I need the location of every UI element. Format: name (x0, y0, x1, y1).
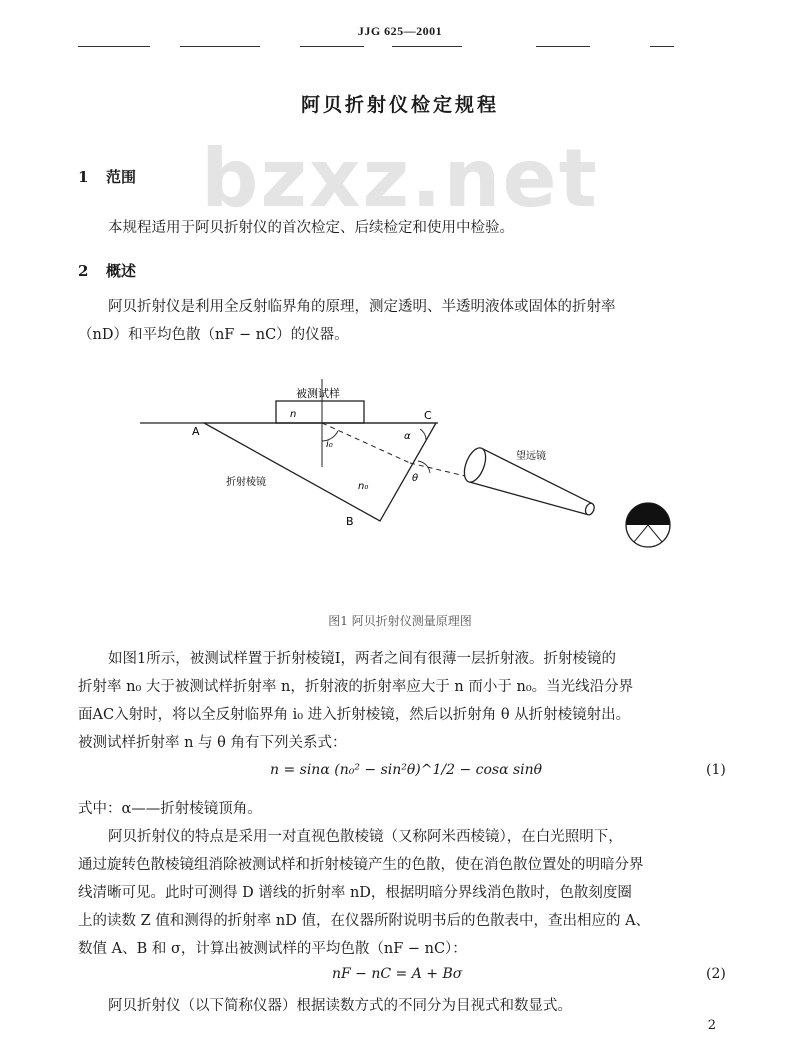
theta-label: θ (412, 473, 419, 484)
fig-desc-line-1: 如图1所示，被测试样置于折射棱镜Ⅰ，两者之间有很薄一层折射液。折射棱镜的 (108, 651, 616, 667)
fig-desc-line-2: 折射率 n₀ 大于被测试样折射率 n，折射液的折射率应大于 n 而小于 n₀。当光线沿分界 (78, 679, 634, 695)
scope-paragraph: 本规程适用于阿贝折射仪的首次检定、后续检定和使用中检验。 (108, 220, 514, 236)
refraction-prism (204, 423, 436, 521)
section-number: 1 (78, 168, 89, 186)
section-title: 范围 (106, 168, 137, 186)
disp-line-5: 数值 A、B 和 σ，计算出被测试样的平均色散（nF − nC）： (78, 941, 467, 957)
header-rule-4 (392, 46, 462, 47)
formula-1-number: (1) (706, 762, 726, 778)
page-title: 阿贝折射仪检定规程 (300, 94, 499, 116)
theta-arc (418, 461, 430, 473)
header-rule-2 (180, 46, 260, 47)
point-b-label: B (346, 515, 354, 528)
disp-line-3: 线清晰可见。此时可测得 D 谱线的折射率 nD，根据明暗分界线消色散时，色散刻度圈 (78, 885, 632, 901)
header-rule-1 (78, 46, 150, 47)
figure-caption: 图1 阿贝折射仪测量原理图 (328, 614, 472, 628)
formula-2-number: (2) (706, 966, 726, 982)
telescope-label: 望远镜 (516, 451, 546, 462)
refractometer-diagram (0, 375, 800, 605)
sample-label: 被测试样 (296, 387, 340, 400)
fig-desc-line-3: 面AC入射时，将以全反射临界角 i₀ 进入折射棱镜，然后以折射角 θ 从折射棱镜射出。 (78, 707, 631, 723)
fig-desc-line-4: 被测试样折射率 n 与 θ 角有下列关系式： (78, 735, 347, 751)
alpha-arc (420, 429, 426, 441)
n0-label: n₀ (358, 481, 369, 492)
refracted-ray (322, 423, 410, 463)
header-rule-5 (536, 46, 590, 47)
section-number: 2 (78, 262, 89, 280)
prism-label: 折射棱镜 (226, 477, 266, 488)
header-rule-6 (650, 46, 674, 47)
where-line: 式中：α——折射棱镜顶角。 (78, 801, 262, 817)
watermark-text: bzxz.net (201, 132, 599, 225)
header-rule-3 (300, 46, 364, 47)
final-paragraph: 阿贝折射仪（以下简称仪器）根据读数方式的不同分为目视式和数显式。 (108, 998, 572, 1014)
disp-line-1: 阿贝折射仪的特点是采用一对直视色散棱镜（又称阿米西棱镜），在白光照明下， (108, 829, 623, 845)
section-title: 概述 (106, 262, 137, 280)
field-of-view-icon (626, 503, 670, 547)
i0-label: i₀ (326, 439, 333, 450)
overview-line-1: 阿贝折射仪是利用全反射临界角的原理，测定透明、半透明液体或固体的折射率 (108, 299, 616, 315)
standard-code: JJG 625—2001 (357, 24, 443, 38)
alpha-label: α (404, 431, 411, 442)
overview-line-2: （nD）和平均色散（nF − nC）的仪器。 (78, 327, 349, 343)
n-label: n (290, 409, 297, 420)
formula-1: n = sinα (n₀² − sin²θ)^1/2 − cosα sinθ (270, 762, 543, 778)
point-c-label: C (424, 409, 432, 422)
disp-line-4: 上的读数 Z 值和测得的折射率 nD 值，在仪器所附说明书后的色散表中，查出相应的 A、 (78, 913, 651, 929)
page-number: 2 (707, 1018, 716, 1033)
section-2-heading (78, 260, 136, 281)
formula-2: nF − nC = A + Bσ (332, 966, 463, 982)
point-a-label: A (192, 425, 200, 438)
disp-line-2: 通过旋转色散棱镜组消除被测试样和折射棱镜产生的色散，使在消色散位置处的明暗分界 (78, 857, 644, 873)
section-1-heading (78, 166, 136, 187)
